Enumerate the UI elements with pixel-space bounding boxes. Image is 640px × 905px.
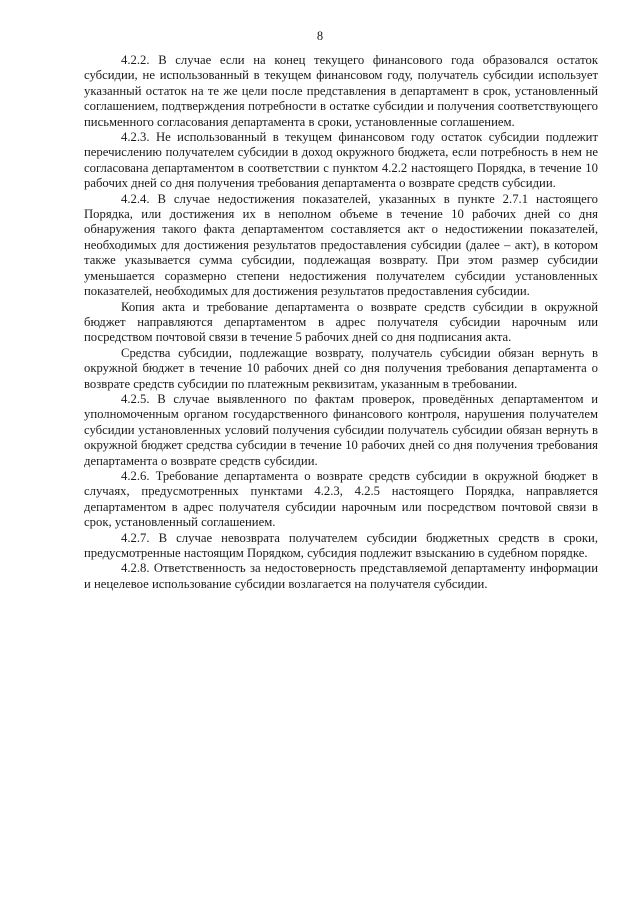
paragraph-act-copy: Копия акта и требование департамента о возврате средств субсидии в окружной бюджет направляются департаментом в адрес получателя субсидии нарочным или посредством почтовой связи в течение 5 рабочих дней со дня подписания акта. [84, 299, 598, 345]
paragraph-4-2-6: 4.2.6. Требование департамента о возврате средств субсидии в окружной бюджет в случаях, предусмотренных пунктами 4.2.3, 4.2.5 настоящего Порядка, направляется департаментом в адрес получателя субсидии нарочным или посредством почтовой связи в срок, установленный соглашением. [84, 468, 598, 530]
paragraph-4-2-8: 4.2.8. Ответственность за недостоверность представляемой департаменту информации и нецелевое использование субсидии возлагается на получателя субсидии. [84, 561, 598, 591]
paragraph-4-2-5: 4.2.5. В случае выявленного по фактам проверок, проведённых департаментом и уполномоченным органом государственного финансового контроля, нарушения получателем субсидии установленных условий получения субсидии получатель субсидии обязан вернуть в окружной бюджет средства субсидии в течение 10 рабочих дней со дня получения требования департамента о возврате средств субсидии. [84, 391, 598, 468]
paragraph-4-2-3: 4.2.3. Не использованный в текущем финансовом году остаток субсидии подлежит перечислению получателем субсидии в доход окружного бюджета, если потребность в нем не согласована департаментом в соответствии с пунктом 4.2.2 настоящего Порядка, в течение 10 рабочих дней со дня получения требования департамента о возврате средств субсидии. [84, 130, 598, 191]
paragraph-4-2-7: 4.2.7. В случае невозврата получателем субсидии бюджетных средств в сроки, предусмотренные настоящим Порядком, субсидия подлежит взысканию в судебном порядке. [84, 530, 598, 560]
page-number: 8 [316, 29, 324, 43]
paragraph-4-2-4: 4.2.4. В случае недостижения показателей, указанных в пункте 2.7.1 настоящего Порядка, или достижения их в неполном объеме в течение 10 рабочих дней со дня обнаружения такого факта департаментом составляется акт о недостижении показателей, необходимых для достижения результатов предоставления субсидии (далее – акт), в котором также указывается сумма субсидии, подлежащая возврату. При этом размер субсидии уменьшается соразмерно степени недостижения получателем субсидии установленных показателей, необходимых для достижения результатов предоставления субсидии. [84, 191, 598, 299]
document-body [84, 53, 598, 592]
paragraph-funds-return: Средства субсидии, подлежащие возврату, получатель субсидии обязан вернуть в окружной бюджет в течение 10 рабочих дней со дня получения требования департамента о возврате средств субсидии по платежным реквизитам, указанным в требовании. [84, 345, 598, 391]
paragraph-4-2-2: 4.2.2. В случае если на конец текущего финансового года образовался остаток субсидии, не использованный в текущем финансовом году, получатель субсидии использует указанный остаток на те же цели после представления в департамент в срок, установленный соглашением, подтверждения потребности в остатке субсидии и получения соответствующего письменного согласования департамента в сроки, установленные соглашением. [84, 53, 598, 129]
